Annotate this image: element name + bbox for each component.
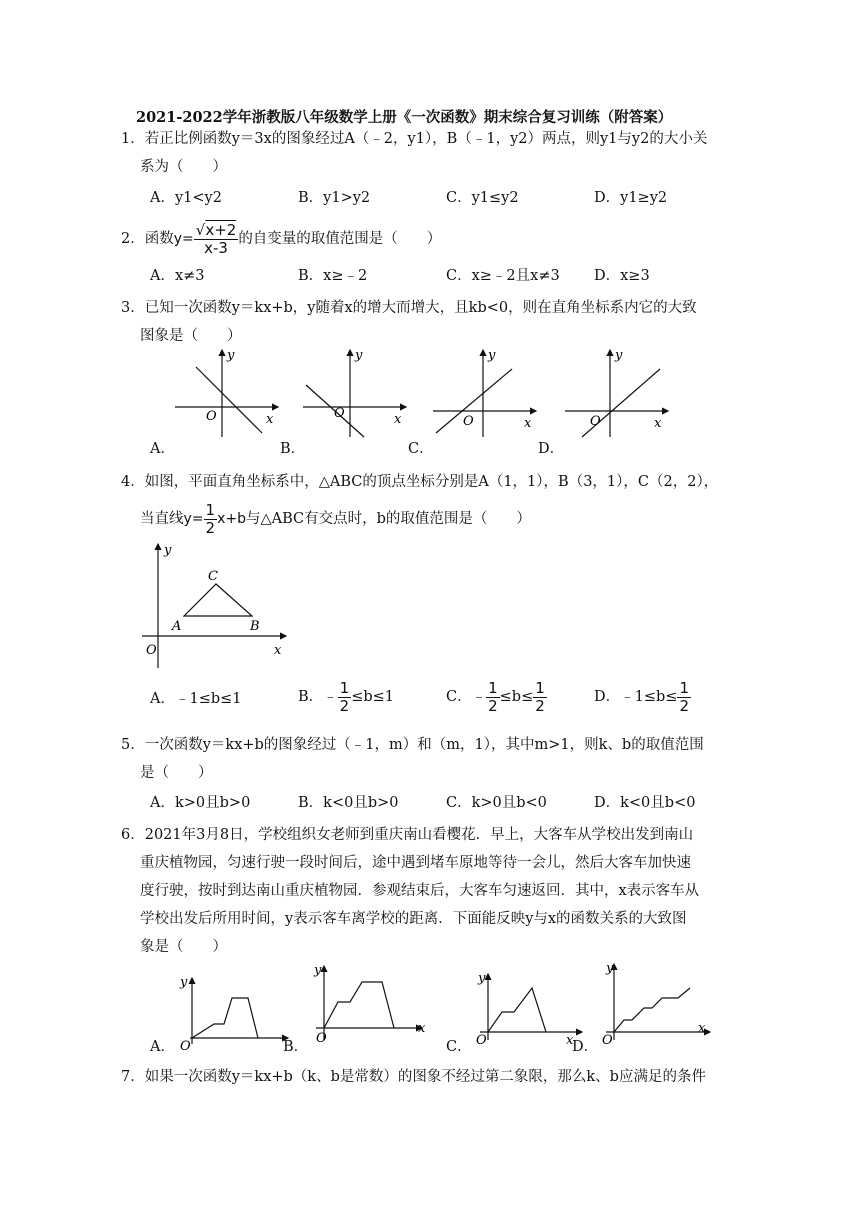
q2-stem: 2．函数y= $\frac{√x+2}{x-3}$ 的自变量的取值范围是（ ）	[121, 221, 442, 257]
q6-graph-b[interactable]	[313, 963, 426, 1046]
q1-option-a[interactable]: A．y1<y2	[150, 190, 222, 206]
q3-graph-d[interactable]	[565, 348, 668, 437]
q5-line2: 是（ ）	[140, 765, 213, 781]
q4-option-b[interactable]: B．﹣ $\frac{1}{2}$ ≤b≤1	[298, 679, 395, 715]
svg-text:C: C	[208, 569, 218, 584]
svg-text:y: y	[164, 543, 172, 558]
q3-figures	[170, 345, 690, 440]
q6-line2: 重庆植物园，匀速行驶一段时间后，途中遇到堵车原地等待一会儿，然后大客车加快速	[140, 855, 691, 871]
q3-graph-b[interactable]	[303, 348, 406, 437]
q4-figure	[140, 540, 290, 670]
q5-option-b[interactable]: B．k<0且b>0	[298, 795, 399, 811]
svg-text:x: x	[418, 1021, 426, 1036]
svg-text:O: O	[463, 414, 474, 429]
q1-line2: 系为（ ）	[140, 159, 227, 175]
q5-line1: 5．一次函数y＝kx+b的图象经过（﹣1，m）和（m，1），其中m>1，则k、b的取值范围	[121, 737, 704, 753]
q2-fraction: $\frac{√x+2}{x-3}$	[195, 221, 237, 257]
svg-text:O: O	[316, 1031, 327, 1046]
q4-option-c[interactable]: C．﹣ $\frac{1}{2}$ ≤b≤ $\frac{1}{2}$	[446, 679, 545, 715]
q6-graph-a[interactable]	[179, 975, 288, 1050]
q6-graph-d[interactable]	[602, 961, 710, 1048]
q6-line1: 6．2021年3月8日，学校组织女老师到重庆南山看樱花．早上，大客车从学校出发到南山	[121, 827, 694, 843]
q3-graph-c[interactable]	[433, 348, 536, 437]
q1-option-c[interactable]: C．y1≤y2	[446, 190, 519, 206]
svg-text:O: O	[590, 414, 601, 429]
q3-option-b[interactable]: B．	[280, 441, 306, 457]
svg-text:y: y	[478, 971, 486, 986]
svg-text:x: x	[566, 1033, 574, 1048]
svg-text:y: y	[180, 975, 188, 990]
svg-text:x: x	[698, 1021, 706, 1036]
q6-option-a[interactable]: A．	[150, 1039, 175, 1055]
q6-figures	[170, 960, 730, 1050]
q3-line1: 3．已知一次函数y＝kx+b，y随着x的增大而增大，且kb<0，则在直角坐标系内它的大致	[121, 300, 697, 316]
q1-option-d[interactable]: D．y1≥y2	[594, 190, 668, 206]
q2-option-c[interactable]: C．x≥﹣2且x≠3	[446, 268, 560, 284]
q6-line4: 学校出发后所用时间，y表示客车离学校的距离．下面能反映y与x的函数关系的大致图	[140, 911, 687, 927]
q2-option-d[interactable]: D．x≥3	[594, 268, 650, 284]
q5-option-c[interactable]: C．k>0且b<0	[446, 795, 547, 811]
q4-option-a[interactable]: A．﹣1≤b≤1	[150, 691, 242, 707]
q1-line1: 1．若正比例函数y＝3x的图象经过A（﹣2，y1），B（﹣1，y2）两点，则y1与y2的大小关	[121, 131, 708, 147]
svg-text:y: y	[314, 963, 322, 978]
q6-option-d[interactable]: D．	[572, 1039, 599, 1055]
svg-text:O: O	[334, 406, 345, 421]
svg-text:y: y	[606, 961, 614, 976]
q5-option-d[interactable]: D．k<0且b<0	[594, 795, 696, 811]
svg-text:y: y	[488, 348, 496, 363]
svg-text:y: y	[227, 348, 235, 363]
q6-line3: 度行驶，按时到达南山重庆植物园．参观结束后，大客车匀速返回．其中，x表示客车从	[140, 883, 700, 899]
svg-text:x: x	[394, 412, 402, 427]
q1-option-b[interactable]: B．y1>y2	[298, 190, 371, 206]
q6-option-b[interactable]: B．	[283, 1039, 309, 1055]
q7-line1: 7．如果一次函数y＝kx+b（k、b是常数）的图象不经过第二象限，那么k、b应满足的条件	[121, 1069, 706, 1085]
svg-text:y: y	[615, 348, 623, 363]
svg-text:O: O	[206, 409, 217, 424]
q3-option-d[interactable]: D．	[538, 441, 565, 457]
svg-text:O: O	[476, 1033, 487, 1048]
q6-graph-c[interactable]	[476, 971, 582, 1048]
q3-graph-a[interactable]	[175, 348, 278, 437]
q3-line2: 图象是（ ）	[140, 328, 242, 344]
svg-text:y: y	[355, 348, 363, 363]
q4-line1: 4．如图，平面直角坐标系中，△ABC的顶点坐标分别是A（1，1），B（3，1），C（2，2），	[121, 474, 719, 490]
svg-text:O: O	[602, 1033, 613, 1048]
q3-option-a[interactable]: A．	[150, 441, 175, 457]
q4-line2: 当直线y= $\frac{1}{2}$ x+b与△ABC有交点时，b的取值范围是（ ）	[140, 501, 531, 537]
svg-text:x: x	[266, 412, 274, 427]
svg-text:x: x	[274, 643, 282, 658]
page-title: 2021-2022学年浙教版八年级数学上册《一次函数》期末综合复习训练（附答案）	[136, 109, 673, 126]
svg-text:O: O	[146, 643, 157, 658]
q5-option-a[interactable]: A．k>0且b>0	[150, 795, 251, 811]
svg-text:x: x	[654, 416, 662, 431]
svg-text:O: O	[180, 1039, 191, 1050]
svg-text:B: B	[250, 619, 260, 634]
q2-option-b[interactable]: B．x≥﹣2	[298, 268, 368, 284]
q6-line5: 象是（ ）	[140, 939, 227, 955]
svg-text:A: A	[172, 619, 182, 634]
svg-text:x: x	[524, 416, 532, 431]
q2-option-a[interactable]: A．x≠3	[150, 268, 205, 284]
q3-option-c[interactable]: C．	[408, 441, 434, 457]
q6-option-c[interactable]: C．	[446, 1039, 472, 1055]
q4-option-d[interactable]: D．﹣1≤b≤ $\frac{1}{2}$	[594, 679, 689, 715]
